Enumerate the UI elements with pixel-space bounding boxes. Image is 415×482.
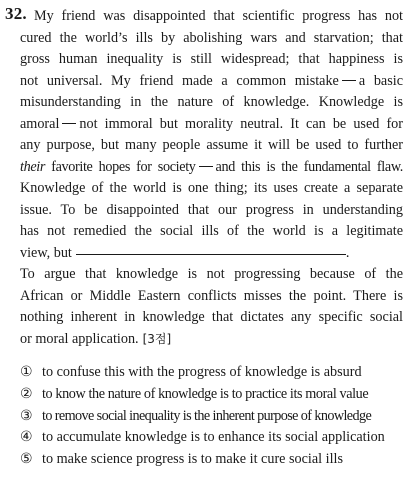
option-1[interactable] xyxy=(20,362,410,384)
option-text: to accumulate knowledge is to enhance its social application xyxy=(42,429,385,446)
passage-line xyxy=(20,221,403,243)
option-text: to remove social inequality is the inherent purpose of knowledge xyxy=(42,407,372,424)
passage-line xyxy=(20,135,403,157)
passage-text: not immoral but morality neutral. It can be used for xyxy=(79,115,403,132)
passage-line xyxy=(20,92,403,114)
passage-text: and this is the fundamental flaw. xyxy=(215,158,403,175)
passage-line xyxy=(20,6,403,28)
passage-line xyxy=(20,243,403,265)
option-number: ③ xyxy=(20,407,33,424)
passage xyxy=(20,6,403,350)
passage-text: gross human inequality is still widespread; that happiness is xyxy=(20,51,403,67)
passage-text: issue. To be disappointed that our progress in understanding xyxy=(20,201,403,218)
em-dash xyxy=(199,166,213,167)
passage-line xyxy=(20,71,403,93)
option-number: ② xyxy=(20,385,33,402)
question-number: 32. xyxy=(5,4,27,23)
passage-line xyxy=(20,264,403,286)
answer-blank xyxy=(76,254,346,255)
passage-line xyxy=(20,307,403,329)
option-number: ⑤ xyxy=(20,451,33,468)
option-text: to confuse this with the progress of knowledge is absurd xyxy=(42,364,362,380)
em-dash xyxy=(342,80,356,81)
passage-text: has not remedied the social ills of the world is a legitimate xyxy=(20,223,403,239)
option-5[interactable] xyxy=(20,449,410,471)
passage-text: or moral application. xyxy=(20,330,139,347)
passage-line xyxy=(20,178,403,200)
passage-line xyxy=(20,157,403,179)
passage-text: any purpose, but many people assume it will be used to further xyxy=(20,137,403,153)
passage-text: amoral xyxy=(20,115,60,132)
score-label: [3점] xyxy=(142,331,172,346)
option-number: ① xyxy=(20,364,33,380)
em-dash xyxy=(62,123,76,124)
passage-text: My friend was disappointed that scientific progress has not xyxy=(34,8,403,24)
italic-word: their xyxy=(20,158,46,175)
passage-line xyxy=(20,286,403,308)
passage-line xyxy=(20,28,403,50)
option-text: to know the nature of knowledge is to practice its moral value xyxy=(42,385,369,402)
passage-line xyxy=(20,114,403,136)
passage-text: cured the world’s ills by abolishing wars and starvation; that xyxy=(20,29,403,46)
option-2[interactable] xyxy=(20,384,410,406)
passage-line xyxy=(20,329,403,351)
passage-line xyxy=(20,49,403,71)
passage-line xyxy=(20,200,403,222)
passage-text: not universal. My friend made a common mistake xyxy=(20,72,339,89)
option-3[interactable] xyxy=(20,406,410,428)
passage-text: view, but xyxy=(20,244,72,261)
option-text: to make science progress is to make it cure social ills xyxy=(42,451,343,468)
passage-text: To argue that knowledge is not progressing because of the xyxy=(20,266,403,282)
passage-text: favorite hopes for society xyxy=(45,158,196,175)
answer-options xyxy=(20,362,410,471)
passage-text: a basic xyxy=(358,72,403,89)
passage-text: African or Middle Eastern conflicts misses the point. There is xyxy=(20,287,403,304)
passage-text: misunderstanding in the nature of knowledge. Knowledge is xyxy=(20,94,403,110)
passage-text: nothing inherent in knowledge that dictates any specific social xyxy=(20,309,403,325)
passage-text: Knowledge of the world is one thing; its uses create a separate xyxy=(20,180,403,196)
passage-text: . xyxy=(345,244,350,261)
option-number: ④ xyxy=(20,429,33,446)
option-4[interactable] xyxy=(20,427,410,449)
